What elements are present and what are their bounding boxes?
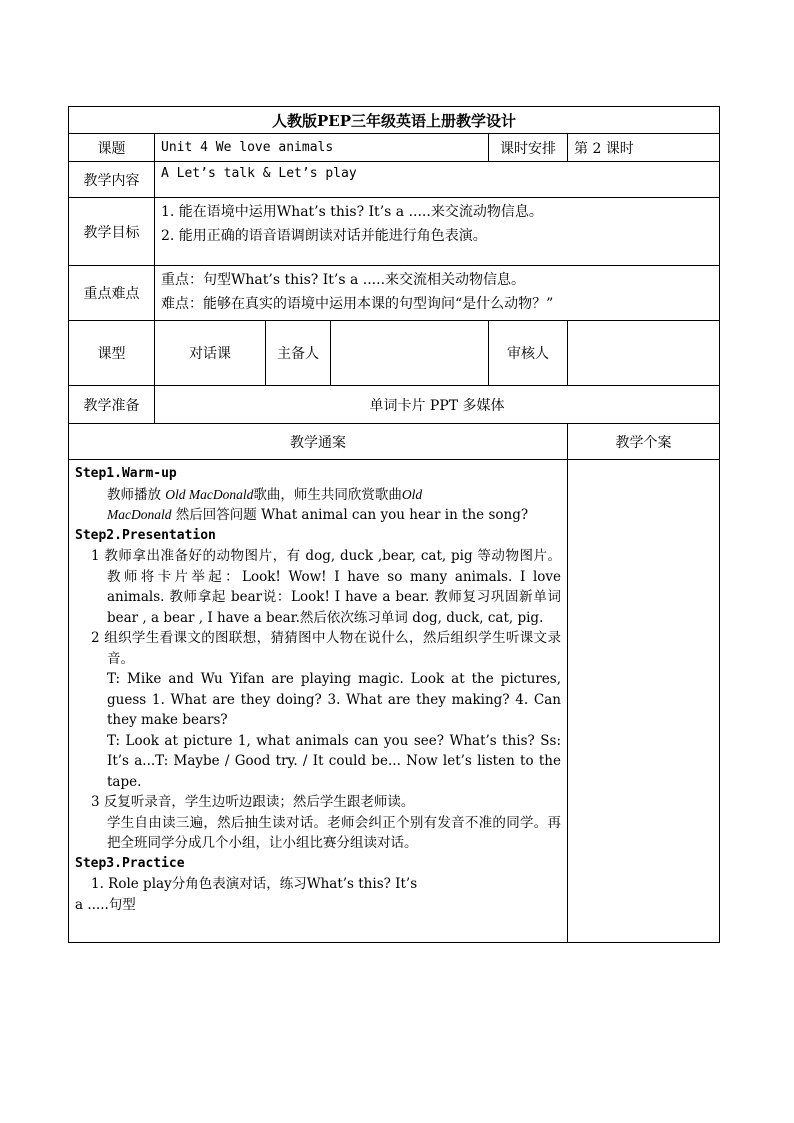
keypoint-item: 难点：能够在真实的语境中运用本课的句型询问“是什么动物？”: [161, 296, 554, 312]
dialogue-text: T: Mike and Wu Yifan are playing magic. Look at the pictures, guess 1. What are they doing? 3. What are they making? 4. Can they make bears?: [107, 671, 561, 728]
goals-label: 教学目标: [69, 198, 155, 266]
personal-plan-body: [568, 460, 720, 943]
prep-value: 单词卡片 PPT 多媒体: [155, 386, 720, 424]
presentation-text: 3 反复听录音，学生边听边跟读；然后学生跟老师读。: [91, 794, 415, 810]
keypoints-label: 重点难点: [69, 266, 155, 321]
step-heading: Step1.Warm-up: [75, 466, 177, 481]
content-value: A Let’s talk & Let’s play: [155, 162, 720, 198]
keypoint-item: 重点：句型What’s this? It’s a .....来交流相关动物信息。: [161, 272, 526, 288]
song-title: Old MacDonald: [165, 486, 254, 502]
type-value: 对话课: [155, 321, 266, 386]
presentation-item: [75, 628, 561, 792]
keypoints-cell: [155, 266, 720, 321]
schedule-value: 第 2 课时: [568, 134, 720, 162]
lead-teacher-value: [331, 321, 489, 386]
warmup-text: 歌曲，师生共同欣赏歌曲: [253, 486, 402, 503]
document-title: 人教版PEP三年级英语上册教学设计: [69, 107, 720, 134]
topic-label: 课题: [69, 134, 155, 162]
lesson-plan-sheet: [68, 106, 719, 943]
presentation-text: 学生自由读三遍，然后抽生读对话。老师会纠正个别有发音不准的同学。再把全班同学分成几个小组，让小组比赛分组读对话。: [107, 814, 561, 851]
presentation-item: [75, 792, 561, 854]
goals-cell: [155, 198, 720, 266]
lesson-plan-table: [68, 106, 720, 943]
presentation-text: 1 教师拿出准备好的动物图片，有 dog, duck ,bear, cat, pig 等动物图片。教师将卡片举起：Look! Wow! I have so many animals. I love animals. 教师拿起 bear说：Look! I have a bear. 教师复习巩固新单词 bear , a bear , I have a bear.然后依次练习单词 dog, duck, cat, pig.: [91, 548, 561, 626]
practice-text: 1. Role play分角色表演对话，练习What’s this? It’s: [91, 876, 418, 892]
presentation-item: [75, 546, 561, 628]
warmup-text: 然后回答问题 What animal can you hear in the song?: [171, 507, 529, 523]
common-plan-body: [69, 460, 568, 943]
reviewer-value: [568, 321, 720, 386]
content-label: 教学内容: [69, 162, 155, 198]
type-label: 课型: [69, 321, 155, 386]
warmup-paragraph: [75, 485, 561, 526]
common-plan-header: 教学通案: [69, 424, 568, 460]
personal-plan-header: 教学个案: [568, 424, 720, 460]
schedule-label: 课时安排: [489, 134, 568, 162]
prep-label: 教学准备: [69, 386, 155, 424]
topic-value: Unit 4 We love animals: [155, 134, 489, 162]
song-title: MacDonald: [107, 507, 172, 522]
practice-item: [75, 874, 561, 895]
step-heading: Step3.Practice: [75, 855, 185, 871]
presentation-text: 2 组织学生看课文的图联想，猜猜图中人物在说什么，然后组织学生听课文录音。: [91, 630, 561, 667]
practice-text: a .....句型: [75, 896, 136, 913]
dialogue-text: T: Look at picture 1, what animals can you see? What’s this? Ss: It’s a...T: Maybe / Good try. / It could be... Now let’s listen to the tape.: [107, 732, 561, 790]
goal-item: 2. 能用正确的语音语调朗读对话并能进行角色表演。: [161, 228, 487, 244]
warmup-text: 教师播放: [107, 486, 161, 503]
reviewer-label: 审核人: [489, 321, 568, 386]
step-heading: Step2.Presentation: [75, 527, 216, 543]
lead-teacher-label: 主备人: [266, 321, 331, 386]
song-title: Old: [401, 486, 423, 502]
goal-item: 1. 能在语境中运用What’s this? It’s a .....来交流动物信息。: [161, 204, 543, 220]
